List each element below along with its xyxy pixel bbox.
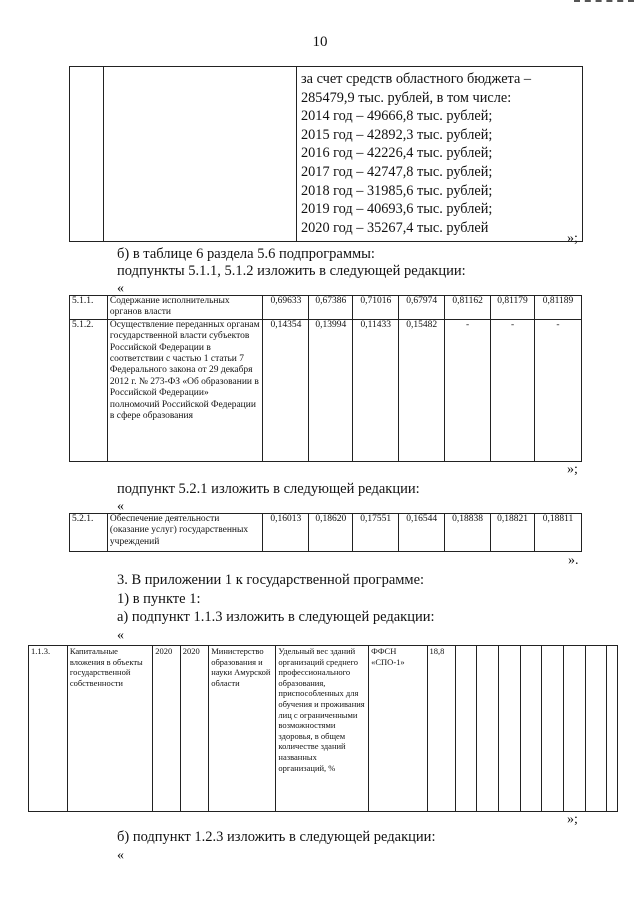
empty-cell <box>585 646 607 812</box>
paragraph-b: б) в таблице 6 раздела 5.6 подпрограммы: <box>117 246 375 262</box>
funding-line: 2015 год – 42892,3 тыс. рублей; <box>301 126 493 143</box>
value-cell: 0,16013 <box>263 514 309 552</box>
value-cell: 0,18811 <box>534 514 581 552</box>
table-row <box>29 646 618 812</box>
empty-cell <box>477 646 499 812</box>
opening-quote: « <box>117 628 124 643</box>
num-cell <box>70 67 104 242</box>
value-cell: 0,69633 <box>263 296 309 320</box>
paragraph-subpoints: подпункты 5.1.1, 5.1.2 изложить в следующей редакции: <box>117 263 466 279</box>
paragraph-521: подпункт 5.2.1 изложить в следующей редакции: <box>117 481 420 497</box>
value-cell: 18,8 <box>427 646 455 812</box>
row-name: Обеспечение деятельности (оказание услуг) государственных учреждений <box>107 514 262 552</box>
empty-cell <box>520 646 542 812</box>
opening-quote: « <box>117 281 124 296</box>
value-cell: 0,17551 <box>353 514 399 552</box>
empty-cell <box>564 646 586 812</box>
name-cell <box>104 67 297 242</box>
table-521 <box>69 513 582 552</box>
executor: Министерство образования и науки Амурской области <box>209 646 276 812</box>
funding-line: 2017 год – 42747,8 тыс. рублей; <box>301 163 493 180</box>
funding-table <box>69 66 583 242</box>
value-cell: 0,14354 <box>263 319 309 461</box>
row-number: 5.1.2. <box>70 319 108 461</box>
funding-line: 2016 год – 42226,4 тыс. рублей; <box>301 145 493 162</box>
funding-line: 2018 год – 31985,6 тыс. рублей; <box>301 182 493 199</box>
closing-quote: ». <box>568 553 579 568</box>
year-start: 2020 <box>153 646 181 812</box>
funding-line: 2014 год – 49666,8 тыс. рублей; <box>301 108 493 125</box>
row-name: Капитальные вложения в объекты государственной собственности <box>67 646 152 812</box>
table-row <box>70 67 583 242</box>
opening-quote: « <box>117 848 124 863</box>
closing-quote: »; <box>567 462 578 477</box>
table-row <box>70 514 582 552</box>
value-cell: - <box>535 319 582 461</box>
value-cell: 0,13994 <box>309 319 353 461</box>
row-number: 1.1.3. <box>29 646 68 812</box>
row-number: 5.1.1. <box>70 296 108 320</box>
funding-line: 2019 год – 40693,6 тыс. рублей; <box>301 201 493 218</box>
value-cell: - <box>445 319 491 461</box>
funding-cell <box>297 67 583 242</box>
scan-artifact <box>574 0 634 4</box>
table-row <box>70 319 582 461</box>
value-cell: - <box>491 319 535 461</box>
source: ФФСН «СПО-1» <box>369 646 427 812</box>
opening-quote: « <box>117 499 124 514</box>
value-cell: 0,67974 <box>399 296 445 320</box>
indicator: Удельный вес зданий организаций среднего профессионального образования, приспособленных для обучения и проживания лиц с ограниченными возможностями здоровья, в общем количестве зданий названных организаций, % <box>276 646 369 812</box>
table-row <box>70 296 582 320</box>
empty-cell <box>499 646 521 812</box>
year-end: 2020 <box>180 646 208 812</box>
empty-cell <box>607 646 618 812</box>
value-cell: 0,18620 <box>309 514 353 552</box>
row-name: Содержание исполнительных органов власти <box>107 296 262 320</box>
table-113 <box>28 645 618 812</box>
value-cell: 0,16544 <box>399 514 445 552</box>
closing-quote: »; <box>567 812 578 827</box>
value-cell: 0,11433 <box>353 319 399 461</box>
value-cell: 0,15482 <box>399 319 445 461</box>
row-name: Осуществление переданных органам государственной власти субъектов Российской Федерации в соответствии с частью 1 статьи 7 Федерального закона от 29 декабря 2012 г. № 273-ФЗ «Об образовании в Российской Федерации» полномочий Российской Федерации в сфере образования <box>107 319 262 461</box>
paragraph-1: 1) в пункте 1: <box>117 591 201 607</box>
paragraph-b2: б) подпункт 1.2.3 изложить в следующей редакции: <box>117 829 436 845</box>
empty-cell <box>542 646 564 812</box>
page-number: 10 <box>312 34 328 50</box>
value-cell: 0,18838 <box>445 514 491 552</box>
paragraph-a: а) подпункт 1.1.3 изложить в следующей редакции: <box>117 609 435 625</box>
value-cell: 0,67386 <box>309 296 353 320</box>
funding-line: 2020 год – 35267,4 тыс. рублей <box>301 219 489 236</box>
closing-quote: »; <box>567 231 578 246</box>
table6 <box>69 295 582 462</box>
row-number: 5.2.1. <box>70 514 108 552</box>
funding-line: за счет средств областного бюджета – <box>301 71 532 87</box>
funding-line: 285479,9 тыс. рублей, в том числе: <box>301 89 512 106</box>
paragraph-3: 3. В приложении 1 к государственной программе: <box>117 572 425 588</box>
value-cell: 0,81162 <box>445 296 491 320</box>
value-cell: 0,81189 <box>535 296 582 320</box>
value-cell: 0,18821 <box>491 514 535 552</box>
empty-cell <box>455 646 477 812</box>
value-cell: 0,81179 <box>491 296 535 320</box>
value-cell: 0,71016 <box>353 296 399 320</box>
